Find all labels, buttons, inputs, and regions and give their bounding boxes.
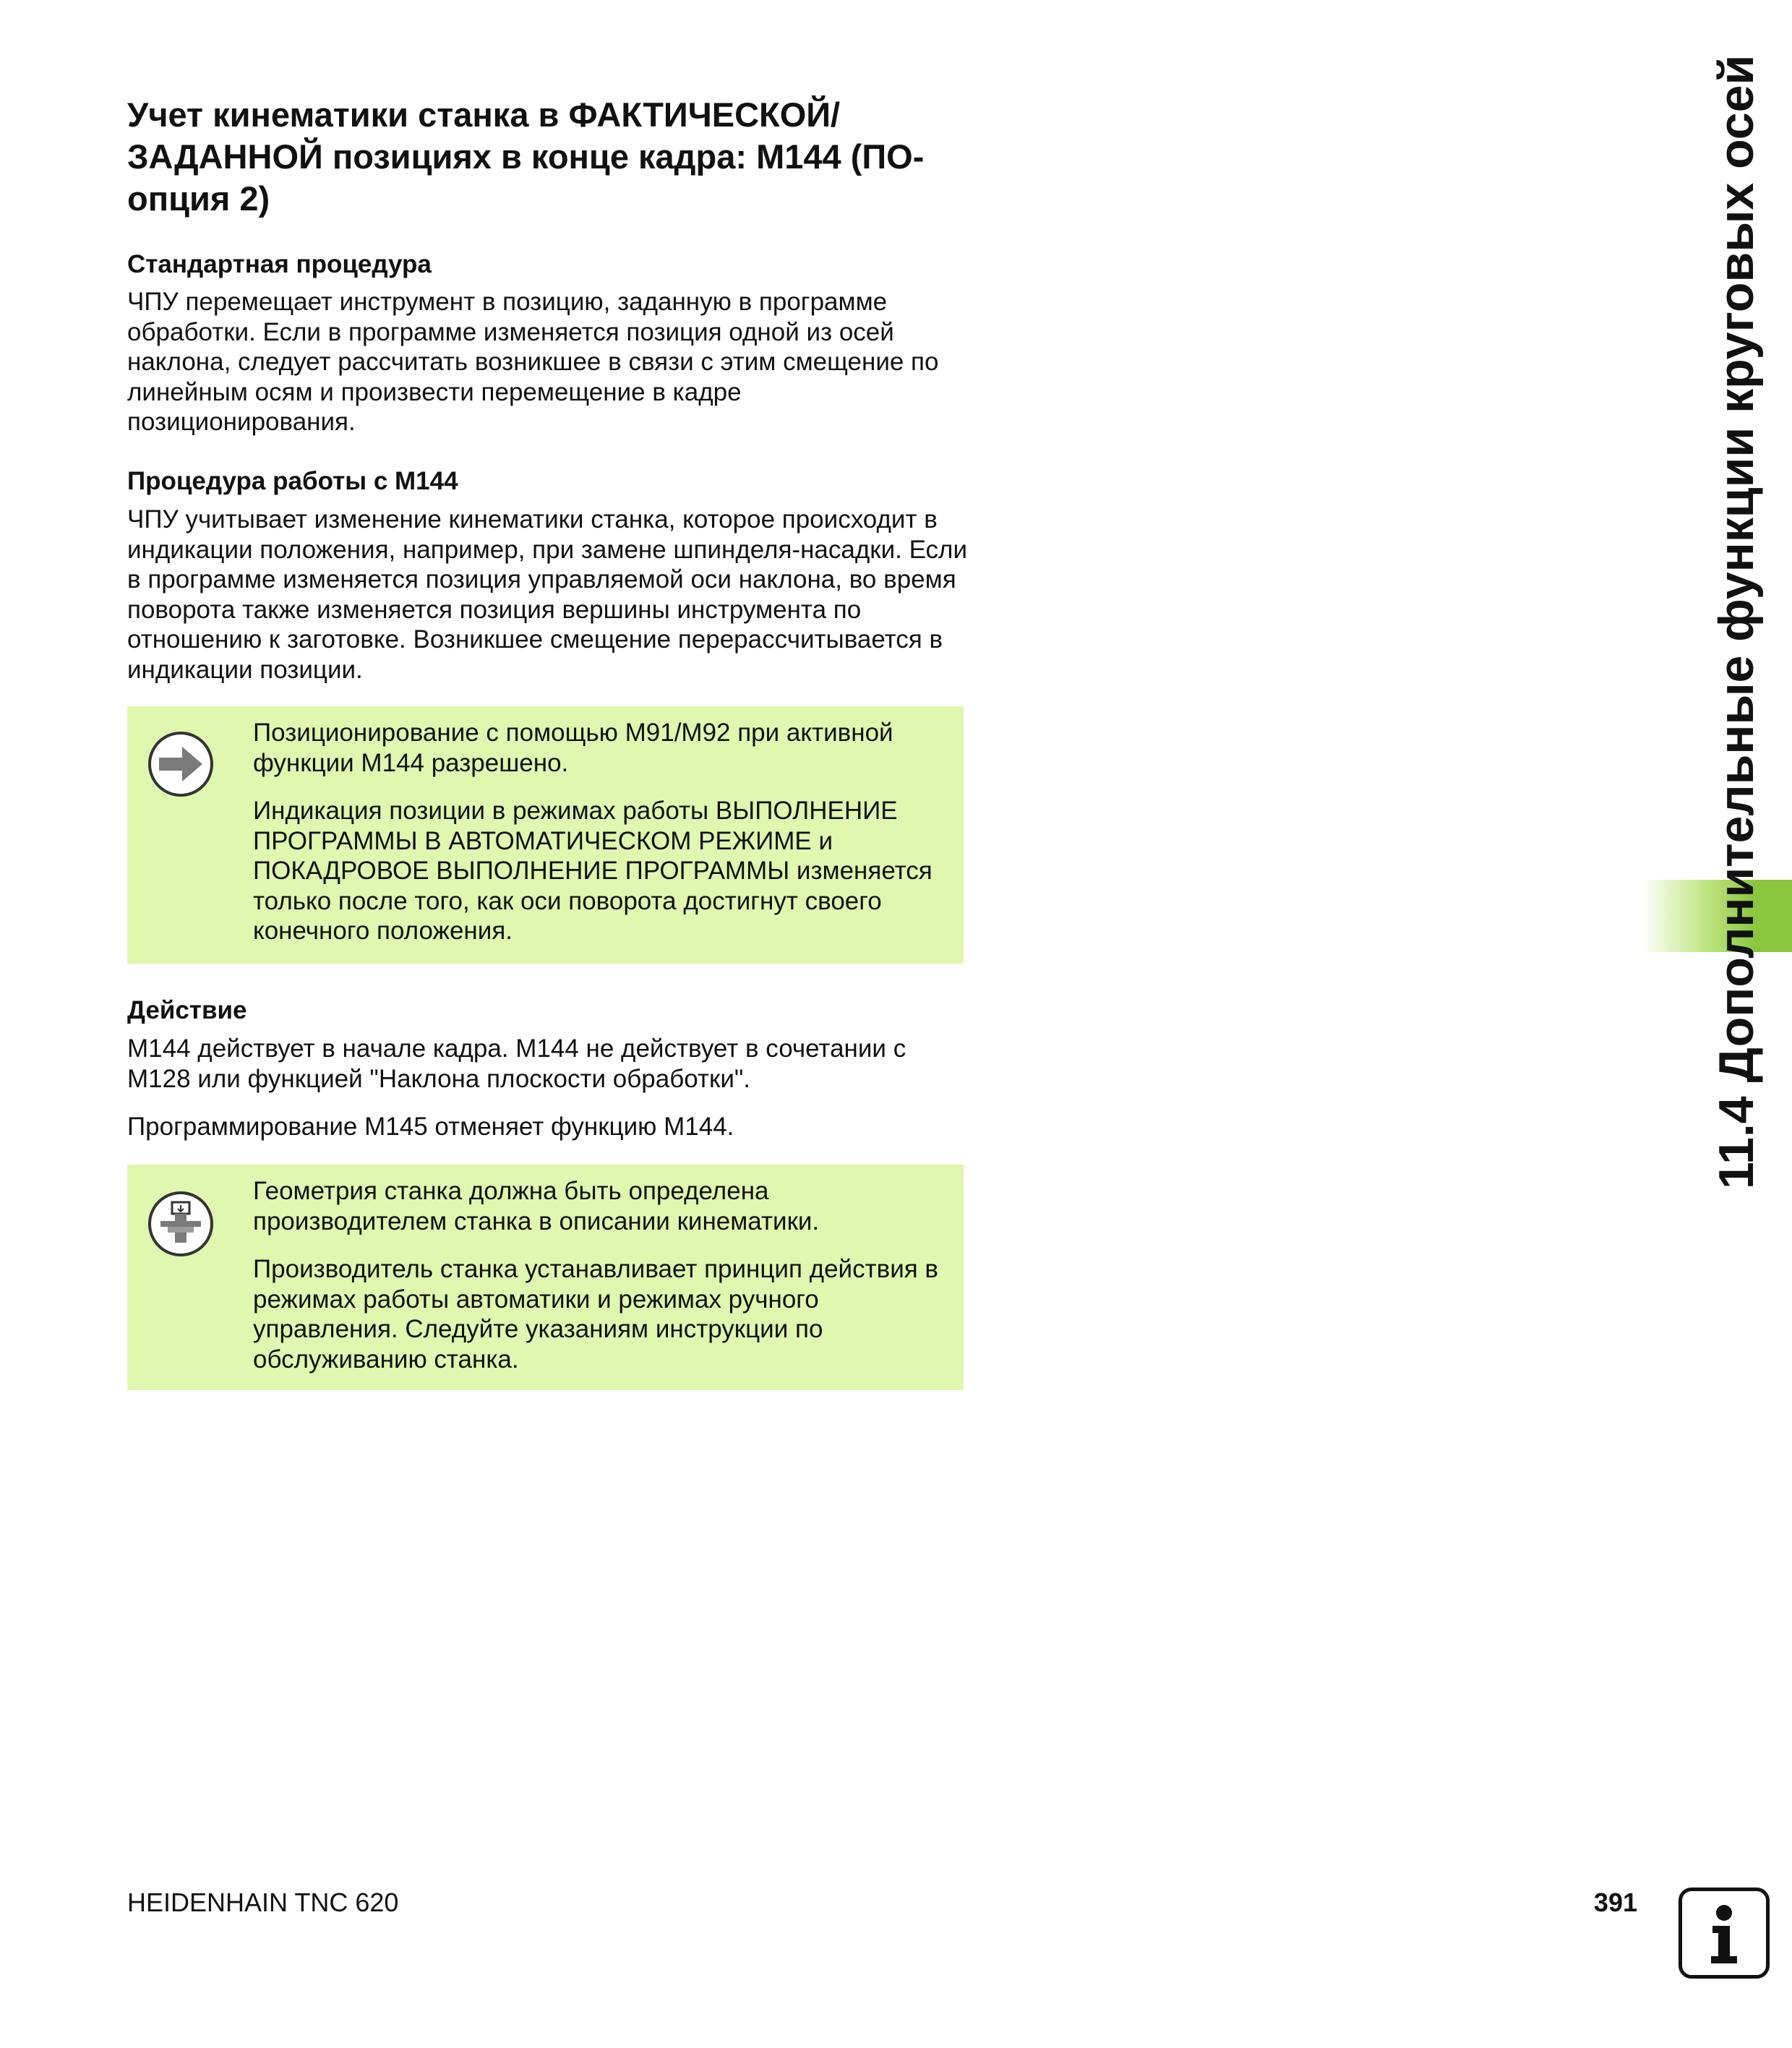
note-box-2 [127, 1165, 964, 1390]
note-box-1 [127, 706, 964, 964]
page-title: Учет кинематики станка в ФАКТИЧЕСКОЙ/ЗАДАННОЙ позициях в конце кадра: M144 (ПО-опция 2) [127, 95, 925, 218]
standard-text: ЧПУ перемещает инструмент в позицию, заданную в программе обработки. Если в программе изменяется позиция одной из осей наклона, следует рассчитать возникшее в связи с этим смещение по линейным осям и произвести перемещение в кадре позиционирования. [127, 288, 939, 437]
arrow-right-icon [147, 731, 214, 797]
chapter-title-container [1660, 54, 1764, 1229]
effect-text-2: Программирование M145 отменяет функцию M144. [127, 1113, 734, 1141]
m144-text: ЧПУ учитывает изменение кинематики станка, которое происходит в индикации положения, например, при замене шпинделя-насадки. Если в программе изменяется позиция управляемой оси наклона, во время поворота также изменяется позиция вершины инструмента по отношению к заготовке. Возникшее смещение перерассчитывается в индикации позиции. [127, 505, 968, 684]
note1-text-1: Позиционирование с помощью M91/M92 при активной функции M144 разрешено. [253, 719, 893, 777]
effect-text-1: M144 действует в начале кадра. M144 не действует в сочетании с M128 или функцией "Наклона плоскости обработки". [127, 1034, 906, 1093]
footer-product: HEIDENHAIN TNC 620 [127, 1888, 399, 1917]
machine-icon [147, 1191, 214, 1257]
note1-text-2: Индикация позиции в режимах работы ВЫПОЛНЕНИЕ ПРОГРАММЫ В АВТОМАТИЧЕСКОМ РЕЖИМЕ и ПОКАДРОВОЕ ВЫПОЛНЕНИЕ ПРОГРАММЫ изменяется только после того, как оси поворота достигнут своего конечного положения. [253, 797, 933, 946]
effect-heading: Действие [127, 996, 247, 1024]
m144-heading: Процедура работы с M144 [127, 467, 458, 495]
page-number: 391 [1593, 1888, 1637, 1917]
standard-heading: Стандартная процедура [127, 250, 432, 278]
chapter-title: 11.4 Дополнительные функции круговых осей [1709, 54, 1764, 1189]
note2-text-2: Производитель станка устанавливает принцип действия в режимах работы автоматики и режимах ручного управления. Следуйте указаниям инструкции по обслуживанию станка. [253, 1255, 939, 1374]
note2-text-1: Геометрия станка должна быть определена производителем станка в описании кинематики. [253, 1177, 820, 1235]
info-icon [1679, 1888, 1770, 1979]
